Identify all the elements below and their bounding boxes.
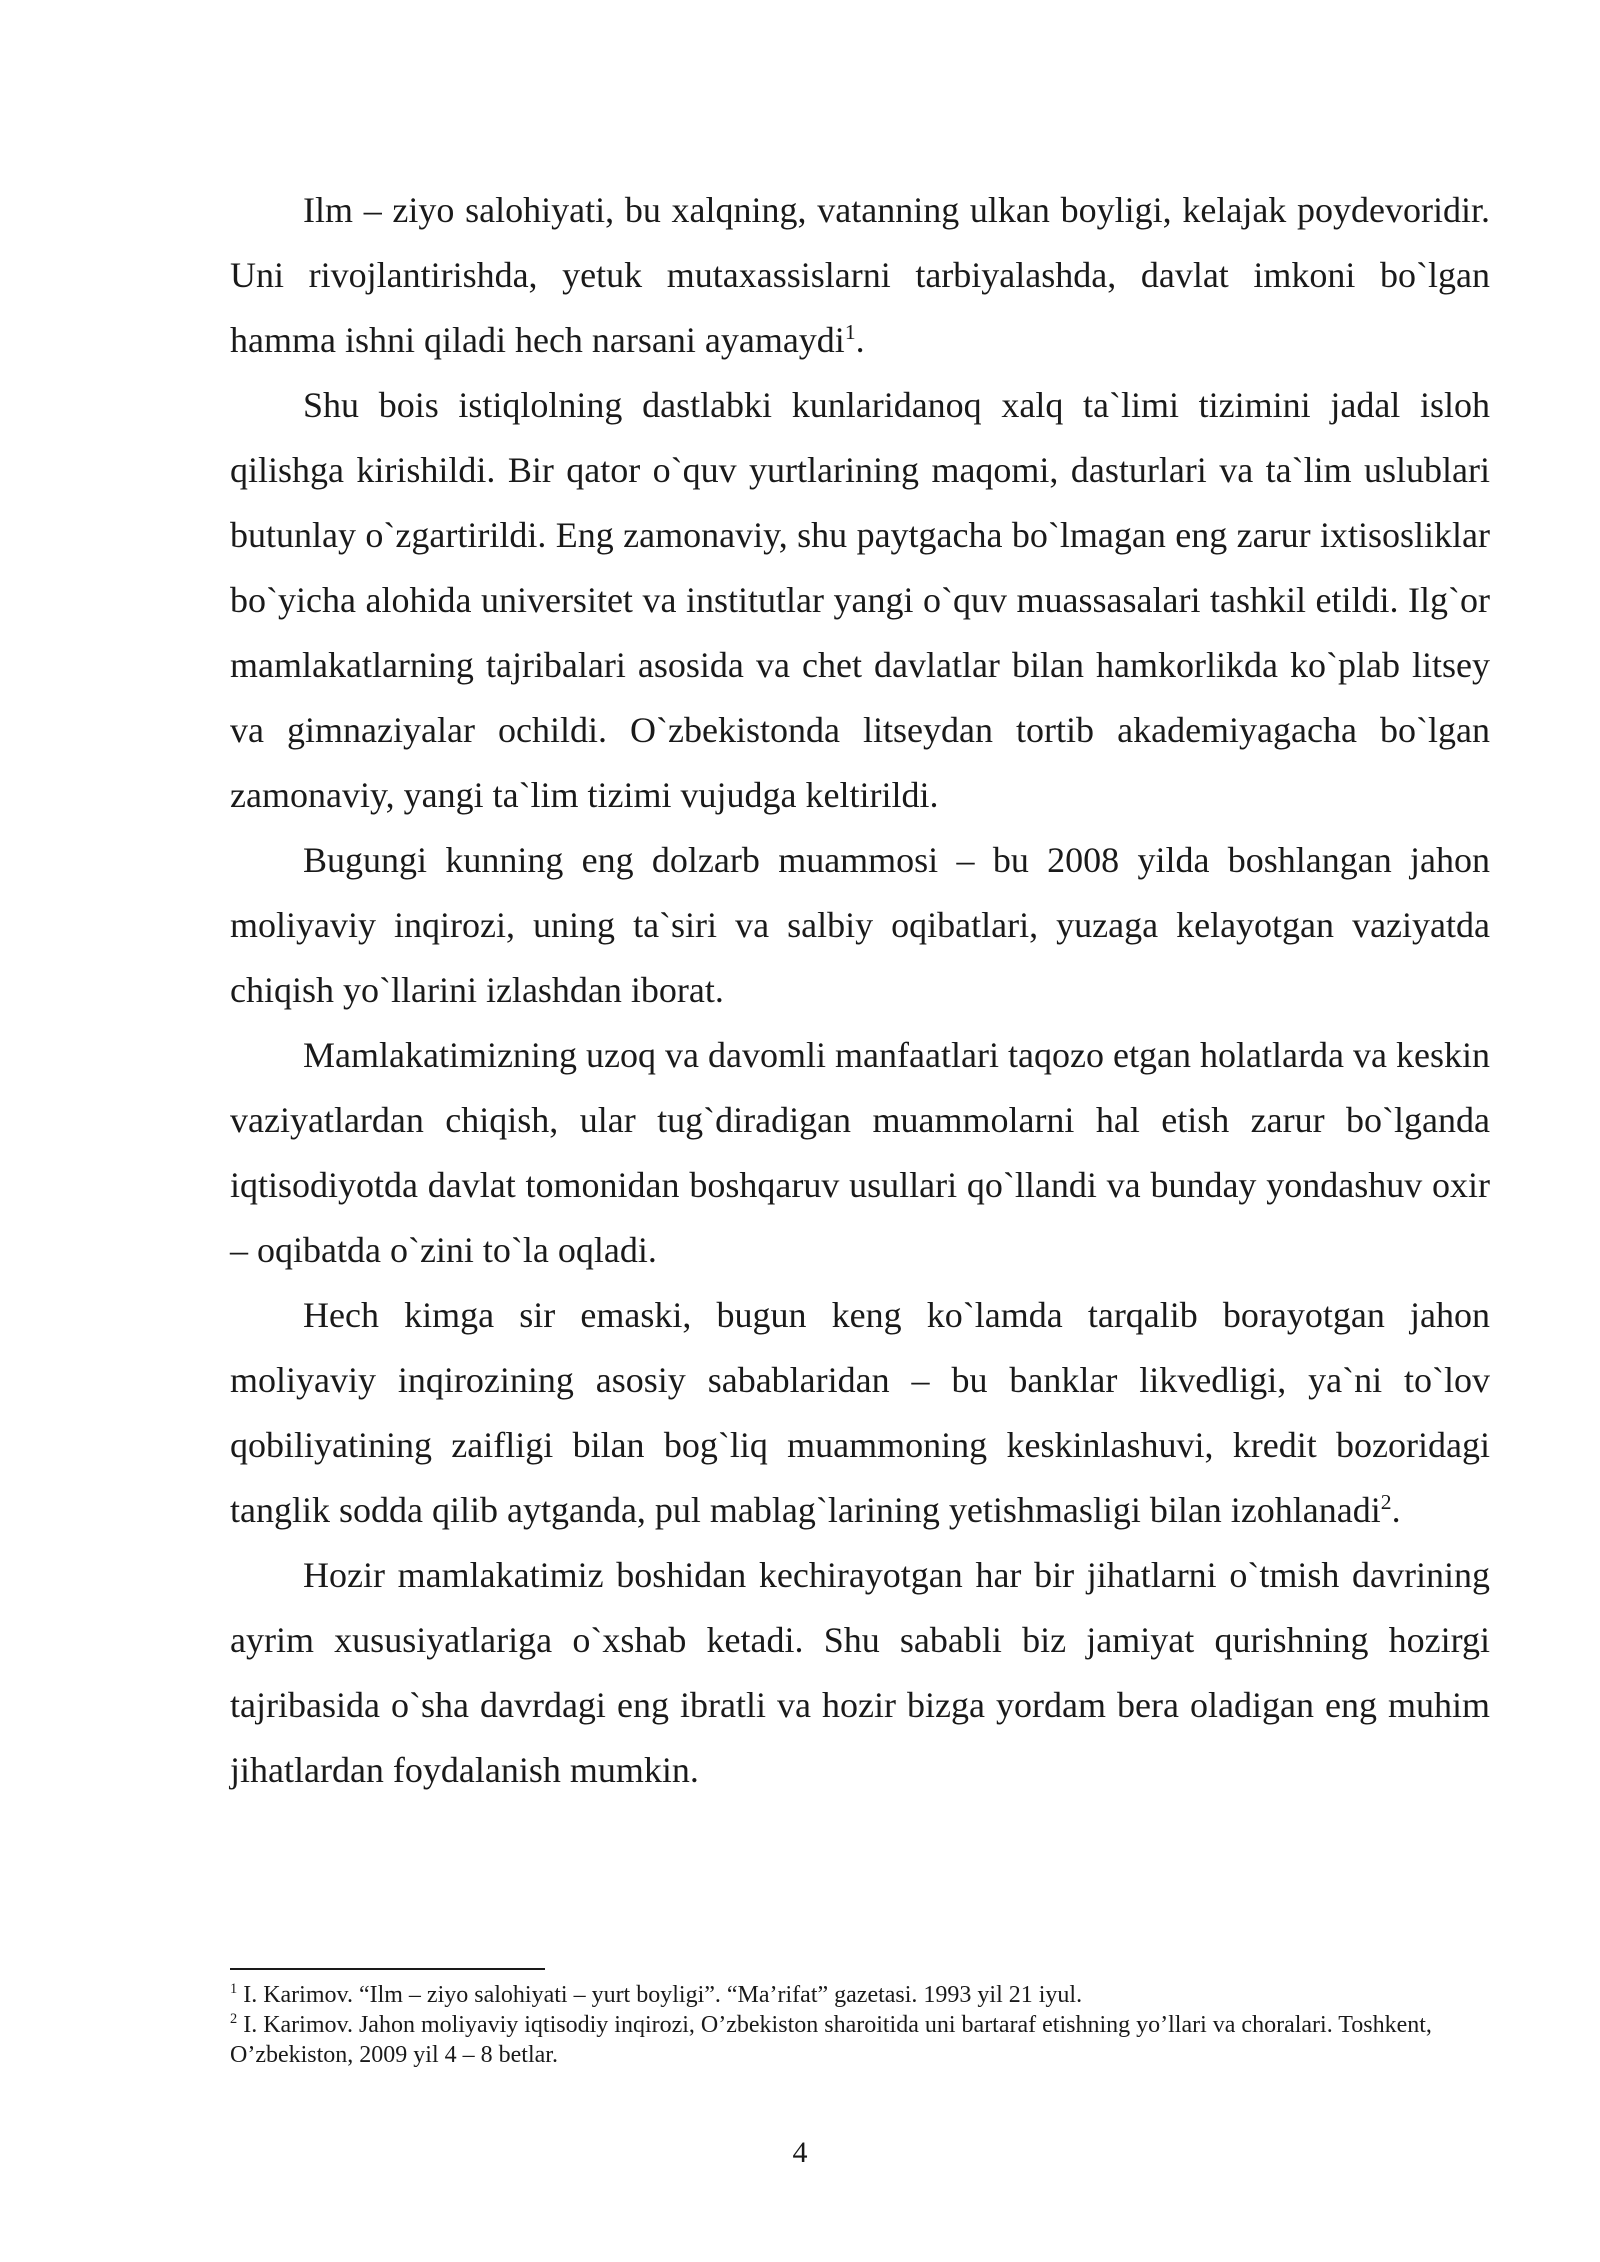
paragraph-text: Hech kimga sir emaski, bugun keng ko`lamda tarqalib borayotgan jahon moliyaviy inqirozining asosiy sabablaridan – bu banklar likvedligi, ya`ni to`lov qobiliyatining zaifligi bilan bog`liq muammoning keskinlashuvi, kredit bozoridagi tanglik sodda qilib aytganda, pul mablag`larining yetishmasligi bilan izohlanadi	[230, 1295, 1490, 1530]
footnote-ref-2: 2	[1380, 1490, 1392, 1514]
footnote-ref-1: 1	[844, 320, 856, 344]
paragraph-text: Shu bois istiqlolning dastlabki kunlaridanoq xalq ta`limi tizimini jadal isloh qilishga kirishildi. Bir qator o`quv yurtlarining maqomi, dasturlari va ta`lim uslublari butunlay o`zgartirildi. Eng zamonaviy, shu paytgacha bo`lmagan eng zarur ixtisosliklar bo`yicha alohida universitet va institutlar yangi o`quv muassasalari tashkil etildi. Ilg`or mamlakatlarning tajribalari asosida va chet davlatlar bilan hamkorlikda ko`plab litsey va gimnaziyalar ochildi. O`zbekistonda litseydan tortib akademiyagacha bo`lgan zamonaviy, yangi ta`lim tizimi vujudga keltirildi.	[230, 385, 1490, 815]
footnote-text: I. Karimov. Jahon moliyaviy iqtisodiy inqirozi, O’zbekiston sharoitida uni bartaraf etishning yo’llari va choralari. Toshkent, O’zbekiston, 2009 yil 4 – 8 betlar.	[230, 2012, 1432, 2068]
paragraph-text: Bugungi kunning eng dolzarb muammosi – bu 2008 yilda boshlangan jahon moliyaviy inqirozi, uning ta`siri va salbiy oqibatlari, yuzaga kelayotgan vaziyatda chiqish yo`llarini izlashdan iborat.	[230, 840, 1490, 1010]
paragraph-2	[230, 373, 1490, 828]
paragraph-4	[230, 1023, 1490, 1283]
paragraph-end: .	[1391, 1490, 1401, 1530]
page-number: 4	[792, 2136, 808, 2169]
footnote-mark: 2	[230, 2011, 238, 2027]
footnote-2	[230, 2010, 1490, 2070]
footnote-1	[230, 1980, 1490, 2010]
page-body	[230, 178, 1490, 1803]
paragraph-1	[230, 178, 1490, 373]
paragraph-5	[230, 1283, 1490, 1543]
paragraph-end: .	[855, 320, 865, 360]
footnote-mark: 1	[230, 1981, 238, 1997]
footnote-separator	[230, 1968, 545, 1970]
paragraph-3	[230, 828, 1490, 1023]
footnote-text: I. Karimov. “Ilm – ziyo salohiyati – yurt boyligi”. “Ma’rifat” gazetasi. 1993 yil 21 iyul.	[237, 1982, 1083, 2008]
footnotes-section	[230, 1968, 1490, 2070]
paragraph-6	[230, 1543, 1490, 1803]
paragraph-text: Hozir mamlakatimiz boshidan kechirayotgan har bir jihatlarni o`tmish davrining ayrim xususiyatlariga o`xshab ketadi. Shu sababli biz jamiyat qurishning hozirgi tajribasida o`sha davrdagi eng ibratli va hozir bizga yordam bera oladigan eng muhim jihatlardan foydalanish mumkin.	[230, 1555, 1490, 1790]
paragraph-text: Mamlakatimizning uzoq va davomli manfaatlari taqozo etgan holatlarda va keskin vaziyatlardan chiqish, ular tug`diradigan muammolarni hal etish zarur bo`lganda iqtisodiyotda davlat tomonidan boshqaruv usullari qo`llandi va bunday yondashuv oxir – oqibatda o`zini to`la oqladi.	[230, 1035, 1490, 1270]
paragraph-text: Ilm – ziyo salohiyati, bu xalqning, vatanning ulkan boyligi, kelajak poydevoridir. Uni rivojlantirishda, yetuk mutaxassislarni tarbiyalashda, davlat imkoni bo`lgan hamma ishni qiladi hech narsani ayamaydi	[230, 190, 1490, 360]
